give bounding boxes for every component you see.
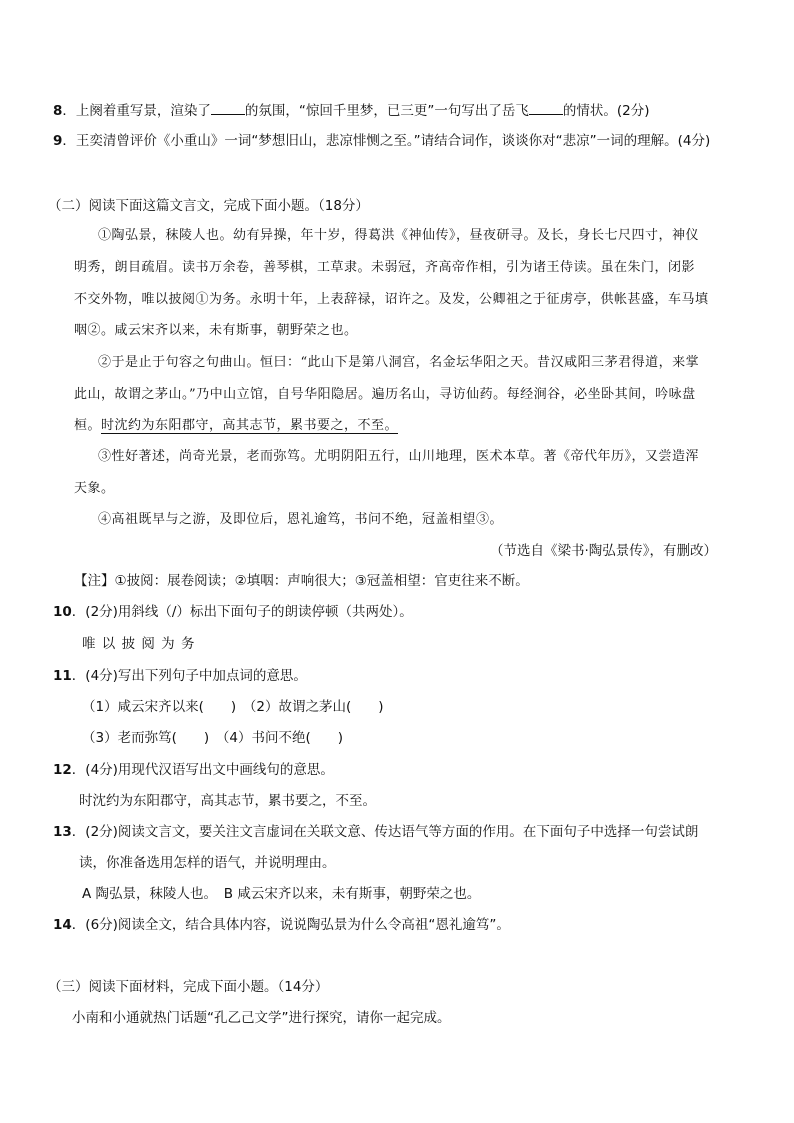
question-text: ．(2分)用斜线（/）标出下面句子的朗读停顿（共两处）。 [71, 604, 413, 620]
question-number: 11 [53, 668, 72, 684]
section-3-heading: （三）阅读下面材料，完成下面小题。（14分） [48, 979, 329, 995]
question-text: ．(6分)阅读全文，结合具体内容，说说陶弘景为什么令高祖“恩礼逾笃”。 [71, 917, 510, 933]
section-3-intro: 小南和小通就热门话题“孔乙己文学”进行探究，请你一起完成。 [72, 1010, 451, 1026]
question-text: ．(2分)阅读文言文，要关注文言虚词在关联文意、传达语气等方面的作用。在下面句子中选择一句尝试朗 [71, 824, 699, 840]
passage-line: 明秀，朗目疏眉。读书万余卷，善琴棋，工草隶。未弱冠，齐高帝作相，引为诸王侍读。虽在朱门，闭影 [74, 260, 696, 275]
question-text-part3: 的情状。(2分) [562, 103, 650, 119]
question-10 [53, 602, 413, 622]
question-number: 8 [53, 103, 63, 119]
fill-blank-1[interactable] [211, 100, 245, 115]
passage-line: 天象。 [74, 481, 115, 496]
question-13 [53, 822, 698, 842]
passage-line: ①陶弘景，秣陵人也。幼有异操，年十岁，得葛洪《神仙传》，昼夜研寻。及长，身长七尺四寸，神仪 [98, 228, 700, 243]
question-number: 10 [53, 604, 72, 620]
question-number: 12 [53, 762, 72, 778]
passage-source: （节选自《梁书·陶弘景传》，有删改） [490, 543, 718, 559]
question-text-part2: 的氛围，“惊回千里梦，已三更”一句写出了岳飞 [244, 103, 529, 119]
question-text: ．(4分)写出下列句子中加点词的意思。 [71, 668, 307, 684]
passage-line [74, 416, 398, 436]
passage-line: 咽②。咸云宋齐以来，未有斯事，朝野荣之也。 [74, 323, 358, 338]
question-12 [53, 760, 334, 780]
fill-blank-2[interactable] [529, 100, 563, 115]
passage-line: 不交外物，唯以披阅①为务。永明十年，上表辞禄，诏许之。及发，公卿祖之于征虏亭，供帐甚盛，车马填 [74, 292, 709, 307]
passage-note: 【注】①披阅：展卷阅读；②填咽：声响很大；③冠盖相望：官吏往来不断。 [74, 573, 529, 589]
section-2-heading: （二）阅读下面这篇文言文，完成下面小题。（18分） [48, 198, 369, 214]
passage-line: ②于是止于句容之句曲山。恒曰：“此山下是第八洞宫，名金坛华阳之天。昔汉咸阳三茅君得道，来掌 [98, 355, 700, 370]
word-meaning-row-1: （1）咸云宋齐以来( ) （2）故谓之茅山( ) [82, 699, 384, 715]
question-text-cont: 读，你准备选用怎样的语气，并说明理由。 [79, 855, 336, 871]
passage-line: ③性好著述，尚奇光景，老而弥笃。尤明阴阳五行，山川地理，医术本草。著《帝代年历》，又尝造浑 [98, 449, 700, 464]
reading-options: A 陶弘景，秣陵人也。 B 咸云宋齐以来，未有斯事，朝野荣之也。 [82, 886, 481, 902]
question-8 [53, 100, 650, 121]
question-number: 13 [53, 824, 72, 840]
question-11 [53, 666, 307, 686]
translation-sentence: 时沈约为东阳郡守，高其志节，累书要之，不至。 [79, 793, 376, 809]
question-9 [53, 131, 710, 151]
underlined-sentence: 时沈约为东阳郡守，高其志节，累书要之，不至。 [101, 418, 399, 433]
question-number: 14 [53, 917, 72, 933]
question-14 [53, 915, 510, 935]
word-meaning-row-2: （3）老而弥笃( ) （4）书问不绝( ) [82, 730, 343, 746]
question-text: ．王奕清曾评价《小重山》一词“梦想旧山，悲凉悱恻之至。”请结合词作，谈谈你对“悲凉”一词的理解。(4分) [62, 133, 711, 149]
pause-sentence: 唯 以 披 阅 为 务 [82, 636, 196, 652]
question-text: ．(4分)用现代汉语写出文中画线句的意思。 [71, 762, 334, 778]
question-text-part1: ．上阕着重写景，渲染了 [62, 103, 211, 119]
passage-line: ④高祖既早与之游，及即位后，恩礼逾笃，书问不绝，冠盖相望③。 [98, 512, 504, 527]
passage-text: 桓。 [74, 418, 102, 433]
passage-line: 此山，故谓之茅山。”乃中山立馆，自号华阳隐居。遍历名山，寻访仙药。每经涧谷，必坐卧其间，吟咏盘 [74, 387, 696, 402]
question-number: 9 [53, 133, 63, 149]
